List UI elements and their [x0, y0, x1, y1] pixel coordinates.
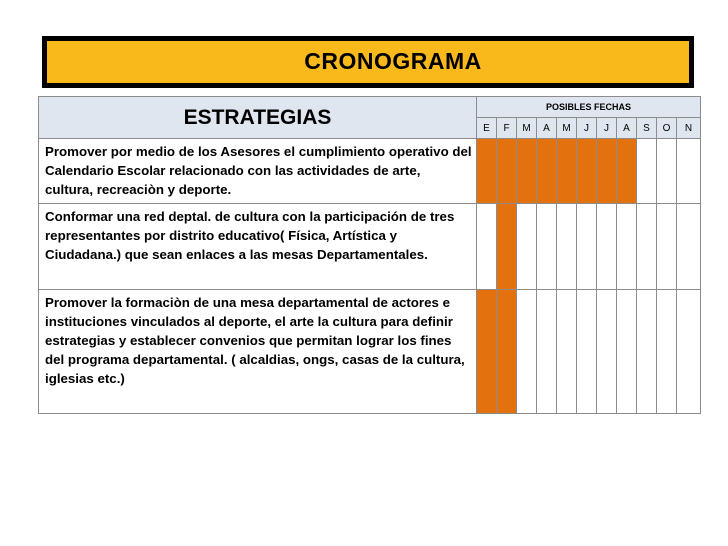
- month-header: M: [557, 118, 577, 139]
- dates-header: POSIBLES FECHAS: [477, 97, 701, 118]
- schedule-cell: [557, 290, 577, 414]
- strategies-header: ESTRATEGIAS: [39, 97, 477, 139]
- month-header: A: [617, 118, 637, 139]
- month-header: N: [677, 118, 701, 139]
- schedule-cell: [537, 204, 557, 290]
- schedule-cell: [637, 290, 657, 414]
- schedule-cell: [497, 290, 517, 414]
- schedule-cell: [657, 204, 677, 290]
- table-row: [39, 204, 701, 290]
- schedule-cell: [557, 204, 577, 290]
- schedule-cell: [637, 139, 657, 204]
- schedule-cell: [577, 290, 597, 414]
- month-header: J: [577, 118, 597, 139]
- strategy-text: Promover la formaciòn de una mesa departamental de actores e instituciones vinculados al deporte, el arte la cultura para definir estrategias y establecer convenios que permitan lograr los fines del programa departamental. ( alcaldias, ongs, casas de la cultura, iglesias etc.): [39, 290, 477, 414]
- schedule-cell: [577, 204, 597, 290]
- month-header: E: [477, 118, 497, 139]
- schedule-cell: [477, 139, 497, 204]
- schedule-cell: [657, 139, 677, 204]
- schedule-cell: [517, 204, 537, 290]
- table-row: [39, 139, 701, 204]
- schedule-cell: [597, 204, 617, 290]
- schedule-cell: [617, 139, 637, 204]
- schedule-cell: [477, 290, 497, 414]
- schedule-cell: [497, 204, 517, 290]
- schedule-cell: [577, 139, 597, 204]
- schedule-cell: [597, 139, 617, 204]
- schedule-cell: [477, 204, 497, 290]
- title-banner: [42, 36, 694, 88]
- page-title: CRONOGRAMA: [304, 48, 482, 74]
- month-header: O: [657, 118, 677, 139]
- schedule-cell: [517, 139, 537, 204]
- schedule-cell: [617, 290, 637, 414]
- schedule-cell: [637, 204, 657, 290]
- schedule-cell: [617, 204, 637, 290]
- schedule-cell: [677, 139, 701, 204]
- schedule-cell: [537, 290, 557, 414]
- month-header: F: [497, 118, 517, 139]
- schedule-cell: [497, 139, 517, 204]
- schedule-cell: [557, 139, 577, 204]
- month-header: S: [637, 118, 657, 139]
- title-box: [47, 41, 689, 83]
- month-header: M: [517, 118, 537, 139]
- strategy-text: Conformar una red deptal. de cultura con la participación de tres representantes por distrito educativo( Física, Artística y Ciudadana.) que sean enlaces a las mesas Departamentales.: [39, 204, 477, 290]
- schedule-cell: [677, 290, 701, 414]
- strategy-text: Promover por medio de los Asesores el cumplimiento operativo del Calendario Escolar relacionado con las actividades de arte, cultura, recreaciòn y deporte.: [39, 139, 477, 204]
- schedule-cell: [597, 290, 617, 414]
- table-row: [39, 290, 701, 414]
- schedule-cell: [537, 139, 557, 204]
- month-header: A: [537, 118, 557, 139]
- schedule-table: [38, 96, 701, 414]
- month-header: J: [597, 118, 617, 139]
- schedule-cell: [657, 290, 677, 414]
- schedule-cell: [517, 290, 537, 414]
- schedule-cell: [677, 204, 701, 290]
